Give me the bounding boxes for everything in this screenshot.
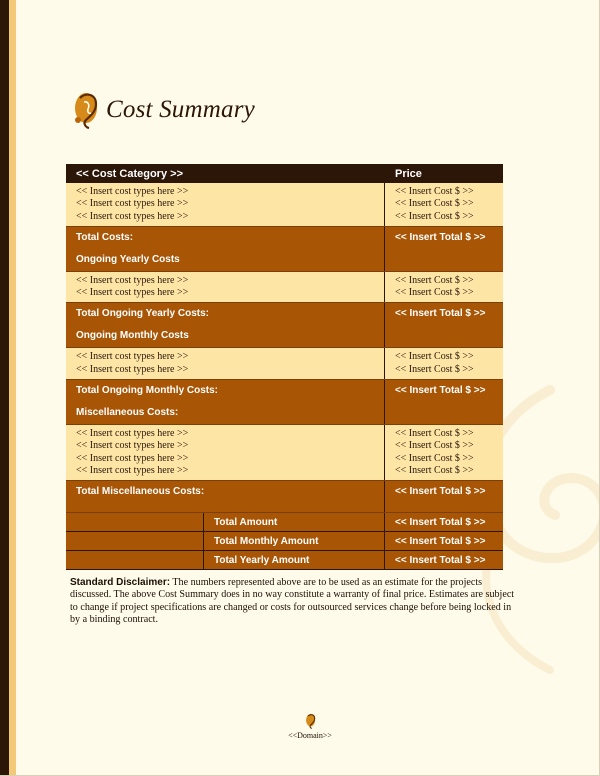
cost-items-row bbox=[66, 348, 503, 380]
grand-total-row bbox=[66, 513, 503, 532]
cost-types-cell bbox=[66, 183, 385, 226]
section-total-cell bbox=[66, 380, 385, 425]
cost-type-placeholder: << Insert cost types here >> bbox=[76, 186, 189, 197]
section-total-cell bbox=[66, 303, 385, 348]
cost-price-placeholder: << Insert Cost $ >> bbox=[395, 210, 474, 222]
cost-price-placeholder: << Insert Cost $ >> bbox=[395, 428, 474, 440]
cost-items-row bbox=[66, 425, 503, 481]
woman-profile-logo-icon bbox=[70, 90, 104, 130]
cost-price-placeholder: << Insert Cost $ >> bbox=[395, 440, 474, 452]
page-title: Cost Summary bbox=[106, 96, 255, 123]
spacer bbox=[76, 320, 374, 330]
left-dark-stripe bbox=[0, 0, 9, 776]
section-total-value: << Insert Total $ >> bbox=[395, 486, 486, 498]
grand-total-label: Total Monthly Amount bbox=[204, 532, 385, 551]
cost-type-placeholder: << Insert cost types here >> bbox=[76, 363, 189, 375]
cost-types-cell bbox=[66, 348, 385, 380]
cost-price-placeholder: << Insert Cost $ >> bbox=[395, 363, 474, 375]
grand-total-value: << Insert Total $ >> bbox=[385, 532, 504, 551]
cost-type-placeholder: << Insert cost types here >> bbox=[76, 464, 189, 476]
category-header: << Cost Category >> bbox=[66, 164, 385, 183]
grand-total-row bbox=[66, 551, 503, 570]
cost-price-placeholder: << Insert Cost $ >> bbox=[395, 287, 474, 299]
cost-types-cell bbox=[66, 271, 385, 303]
section-total-value: << Insert Total $ >> bbox=[395, 385, 486, 397]
footer-domain: <<Domain>> bbox=[288, 731, 332, 740]
cost-price-placeholder: << Insert Cost $ >> bbox=[395, 464, 474, 476]
cost-price-placeholder: << Insert Cost $ >> bbox=[395, 274, 474, 286]
grand-total-value: << Insert Total $ >> bbox=[385, 551, 504, 570]
section-total-label: Total Miscellaneous Costs: bbox=[76, 486, 205, 498]
section-total-value-cell bbox=[385, 303, 504, 348]
page-header bbox=[70, 90, 255, 130]
disclaimer-label: Standard Disclaimer: bbox=[70, 577, 171, 588]
cost-types-cell bbox=[66, 425, 385, 481]
price-header: Price bbox=[385, 164, 504, 183]
section-total-value-cell bbox=[385, 481, 504, 513]
cost-prices-cell bbox=[385, 425, 504, 481]
section-total-row bbox=[66, 226, 503, 271]
section-total-label: Total Costs: bbox=[76, 231, 134, 243]
cost-type-placeholder: << Insert cost types here >> bbox=[76, 274, 189, 286]
section-total-value-cell bbox=[385, 380, 504, 425]
table-header-row bbox=[66, 164, 503, 183]
cost-price-placeholder: << Insert Cost $ >> bbox=[395, 351, 474, 363]
section-total-label: Total Ongoing Monthly Costs: bbox=[76, 385, 219, 397]
section-total-value: << Insert Total $ >> bbox=[395, 308, 486, 320]
cost-type-placeholder: << Insert cost types here >> bbox=[76, 452, 189, 464]
cost-price-placeholder: << Insert Cost $ >> bbox=[395, 186, 474, 197]
disclaimer-text bbox=[70, 577, 520, 626]
grand-total-blank bbox=[66, 532, 204, 551]
cost-type-placeholder: << Insert cost types here >> bbox=[76, 440, 189, 452]
section-total-row bbox=[66, 380, 503, 425]
cost-type-placeholder: << Insert cost types here >> bbox=[76, 351, 189, 363]
cost-items-row bbox=[66, 271, 503, 303]
next-section-heading: Ongoing Monthly Costs bbox=[76, 330, 189, 342]
cost-prices-cell bbox=[385, 271, 504, 303]
grand-total-row bbox=[66, 532, 503, 551]
cost-price-placeholder: << Insert Cost $ >> bbox=[395, 198, 474, 210]
cost-type-placeholder: << Insert cost types here >> bbox=[76, 198, 189, 210]
grand-total-blank bbox=[66, 513, 204, 532]
section-total-value: << Insert Total $ >> bbox=[395, 231, 486, 243]
section-total-label: Total Ongoing Yearly Costs: bbox=[76, 308, 209, 320]
next-section-heading: Ongoing Yearly Costs bbox=[76, 253, 180, 265]
section-total-cell bbox=[66, 481, 385, 513]
cost-prices-cell bbox=[385, 183, 504, 226]
section-total-cell bbox=[66, 226, 385, 271]
spacer bbox=[76, 397, 374, 407]
grand-total-value: << Insert Total $ >> bbox=[385, 513, 504, 532]
spacer bbox=[76, 244, 374, 254]
cost-type-placeholder: << Insert cost types here >> bbox=[76, 428, 189, 440]
cost-summary-table bbox=[66, 164, 503, 570]
disclaimer-body: The numbers represented above are to be used as an estimate for the projects discussed. The above Cost Summary does in no way constitute a warranty of final price. Estimates are subject to change if project specifications are changed or costs for outsourced services change before being locked in by a binding contract. bbox=[70, 577, 515, 625]
cost-type-placeholder: << Insert cost types here >> bbox=[76, 287, 189, 299]
grand-total-label: Total Yearly Amount bbox=[204, 551, 385, 570]
cost-price-placeholder: << Insert Cost $ >> bbox=[395, 452, 474, 464]
section-total-value-cell bbox=[385, 226, 504, 271]
next-section-heading: Miscellaneous Costs: bbox=[76, 407, 179, 419]
cost-items-row bbox=[66, 183, 503, 226]
footer-logo-icon bbox=[304, 712, 318, 730]
section-total-row bbox=[66, 303, 503, 348]
cost-type-placeholder: << Insert cost types here >> bbox=[76, 210, 189, 222]
grand-total-label: Total Amount bbox=[204, 513, 385, 532]
grand-total-blank bbox=[66, 551, 204, 570]
cost-prices-cell bbox=[385, 348, 504, 380]
section-total-row bbox=[66, 481, 503, 513]
left-light-stripe bbox=[9, 0, 16, 776]
